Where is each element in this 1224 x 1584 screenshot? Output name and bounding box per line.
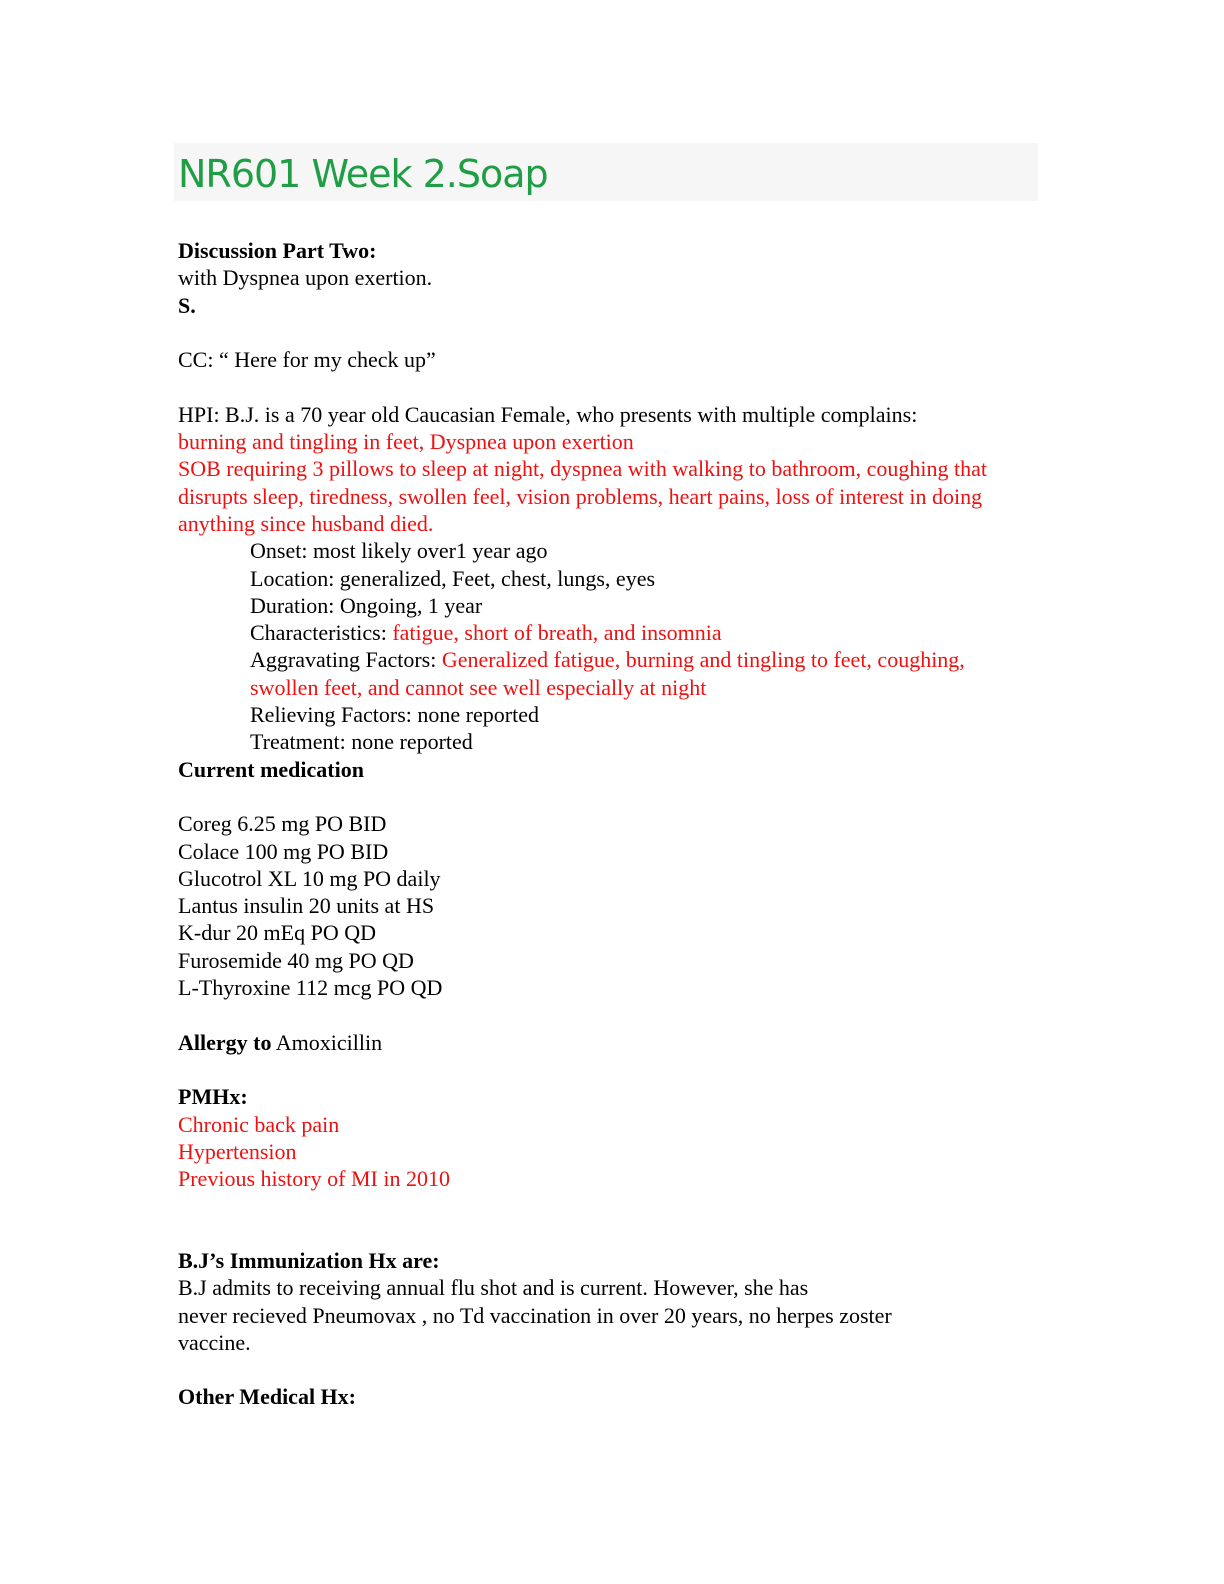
- medication-item: Coreg 6.25 mg PO BID: [178, 811, 387, 837]
- pmhx-heading: PMHx:: [178, 1084, 248, 1110]
- medication-item: K-dur 20 mEq PO QD: [178, 920, 376, 946]
- hpi-red-line: burning and tingling in feet, Dyspnea upon exertion: [178, 429, 634, 455]
- allergy-label: Allergy to: [178, 1029, 272, 1055]
- hpi-intro: HPI: B.J. is a 70 year old Caucasian Female, who presents with multiple complains:: [178, 401, 918, 427]
- discussion-heading: Discussion Part Two:: [178, 238, 377, 263]
- pmhx-item: Chronic back pain: [178, 1111, 340, 1137]
- characteristics-value: fatigue, short of breath, and insomnia: [392, 620, 722, 646]
- other-medical-heading: Other Medical Hx:: [178, 1384, 356, 1410]
- document-body: [178, 237, 1048, 1411]
- hpi-relieving: Relieving Factors: none reported: [250, 702, 539, 728]
- characteristics-label: Characteristics:: [250, 620, 393, 646]
- hpi-characteristics: [178, 619, 1048, 646]
- hpi-onset: Onset: most likely over1 year ago: [250, 538, 548, 564]
- hpi-red-paragraph: SOB requiring 3 pillows to sleep at night, dyspnea with walking to bathroom, coughing that disrupts sleep, tiredness, swollen feel, vision problems, heart pains, loss of interest in doing anything since husband died.: [178, 456, 988, 536]
- immunization-heading: B.J’s Immunization Hx are:: [178, 1247, 440, 1273]
- medications-heading: Current medication: [178, 756, 364, 782]
- page-title: NR601 Week 2.Soap: [178, 152, 548, 196]
- discussion-subtitle: with Dyspnea upon exertion.: [178, 265, 433, 291]
- hpi-location: Location: generalized, Feet, chest, lungs, eyes: [250, 565, 656, 591]
- immunization-line: never recieved Pneumovax , no Td vaccination in over 20 years, no herpes zoster: [178, 1302, 892, 1328]
- section-s-heading: S.: [178, 292, 196, 318]
- medication-item: L-Thyroxine 112 mcg PO QD: [178, 975, 443, 1001]
- allergy-value: Amoxicillin: [271, 1029, 383, 1055]
- pmhx-item: Hypertension: [178, 1138, 297, 1164]
- medication-item: Colace 100 mg PO BID: [178, 838, 389, 864]
- medication-item: Glucotrol XL 10 mg PO daily: [178, 865, 441, 891]
- immunization-line: vaccine.: [178, 1329, 251, 1355]
- medication-item: Lantus insulin 20 units at HS: [178, 893, 435, 919]
- aggravating-value-line1: Generalized fatigue, burning and tingling to feet, coughing,: [441, 647, 965, 673]
- medication-item: Furosemide 40 mg PO QD: [178, 947, 414, 973]
- chief-complaint: CC: “ Here for my check up”: [178, 347, 436, 373]
- hpi-duration: Duration: Ongoing, 1 year: [250, 592, 483, 618]
- hpi-treatment: Treatment: none reported: [250, 729, 473, 755]
- pmhx-item: Previous history of MI in 2010: [178, 1166, 450, 1192]
- allergy-line: [178, 1029, 1048, 1056]
- aggravating-label: Aggravating Factors:: [250, 647, 442, 673]
- aggravating-value-line2: swollen feet, and cannot see well especially at night: [250, 674, 707, 700]
- hpi-aggravating: [178, 646, 1048, 673]
- immunization-line: B.J admits to receiving annual flu shot and is current. However, she has: [178, 1275, 809, 1301]
